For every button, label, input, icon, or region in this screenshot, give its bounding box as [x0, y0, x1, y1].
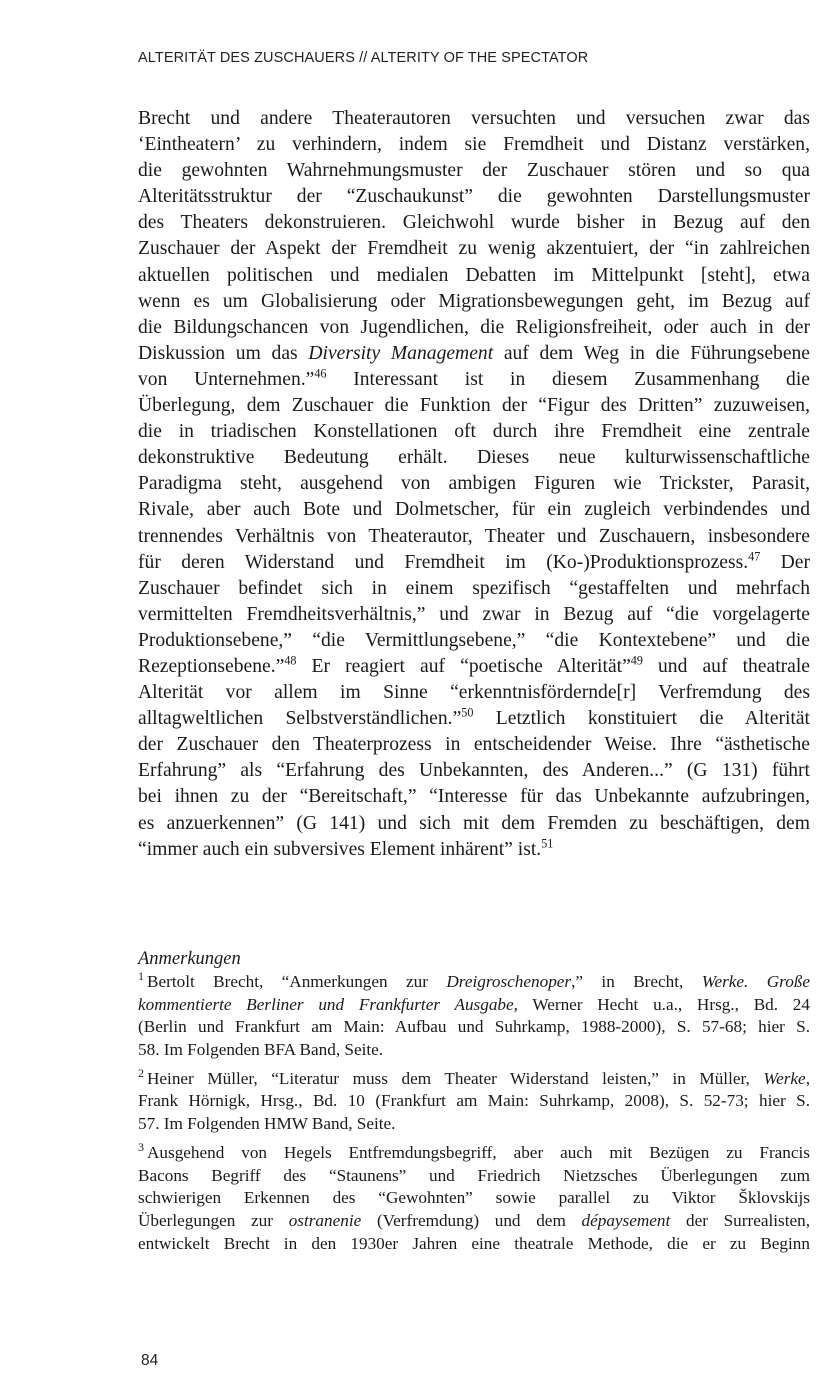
footnote-line: Frank Hörnigk, Hrsg., Bd. 10 (Frankfurt am Main: Suhrkamp, 2008), S. 52-73; hier S.: [138, 1091, 810, 1111]
footnote-2: [138, 1068, 810, 1136]
body-line: Alteritätsstruktur der “Zuschaukunst” die gewohnten Darstellungsmuster: [138, 186, 810, 208]
footnote-ref: 50: [461, 705, 474, 720]
notes-heading: Anmerkungen: [138, 949, 241, 969]
body-line: Diskussion um das Diversity Management auf dem Weg in die Führungsebene: [138, 342, 811, 364]
footnote-line: 57. Im Folgenden HMW Band, Seite.: [138, 1114, 396, 1134]
body-line: trennendes Verhältnis von Theaterautor, Theater und Zuschauern, insbesondere: [138, 525, 810, 547]
body-line: dekonstruktive Bedeutung erhält. Dieses neue kulturwissenschaftliche: [138, 447, 810, 469]
footnote-number: 3: [138, 1140, 145, 1155]
footnote-line: entwickelt Brecht in den 1930er Jahren eine theatrale Methode, die er zu Beginn: [138, 1233, 810, 1253]
body-line: alltagweltlichen Selbstverständlichen.”$^{50}$ Letztlich konstituiert die Alterität: [138, 705, 811, 730]
italic-term: Diversity Management: [308, 342, 494, 364]
footnote-line: $^2$ Heiner Müller, “Literatur muss dem Theater Widerstand leisten,” in Müller, Werke,: [138, 1066, 810, 1088]
body-line: Produktionsebene,” “die Vermittlungsebene,” “die Kontextebene” und die: [138, 629, 810, 651]
running-head: ALTERITÄT DES ZUSCHAUERS // ALTERITY OF THE SPECTATOR: [138, 50, 589, 66]
body-line: Erfahrung” als “Erfahrung des Unbekannten, des Anderen...” (G 131) führt: [138, 760, 810, 782]
body-line: Zuschauer der Aspekt der Fremdheit zu wenig akzentuiert, der “in zahlreichen: [138, 238, 810, 260]
body-line: von Unternehmen.”$^{46}$ Interessant ist in diesem Zusammenhang die: [138, 366, 810, 390]
footnote-ref: 49: [630, 653, 643, 668]
body-line: ‘Eintheatern’ zu verhindern, indem sie Fremdheit und Distanz verstärken,: [138, 134, 810, 156]
body-line: Rivale, aber auch Bote und Dolmetscher, für ein zugleich verbindendes und: [138, 499, 810, 521]
body-line: Rezeptionsebene.”$^{48}$ Er reagiert auf “poetische Alterität”$^{49}$ und auf theatrale: [138, 653, 811, 677]
page-number: 84: [141, 1352, 159, 1369]
footnote-line: schwierigen Erkennen des “Gewohnten” sowie parallel zu Viktor Šklovskijs: [138, 1188, 810, 1208]
body-line: der Zuschauer den Theaterprozess in entscheidender Weise. Ihre “ästhetische: [138, 734, 810, 756]
body-line: Alterität vor allem im Sinne “erkenntnisfördernde[r] Verfremdung des: [138, 682, 810, 704]
body-line: vermittelten Fremdheitsverhältnis,” und zwar in Bezug auf “die vorgelagerte: [138, 603, 810, 625]
footnote-3: [138, 1142, 810, 1255]
body-line: die in triadischen Konstellationen oft durch ihre Fremdheit eine zentrale: [138, 421, 810, 443]
body-line: Zuschauer befindet sich in einem spezifisch “gestaffelten und mehrfach: [138, 577, 810, 599]
footnote-ref: 51: [541, 836, 554, 851]
footnote-line: $^3$ Ausgehend von Hegels Entfremdungsbegriff, aber auch mit Bezügen zu Francis: [138, 1140, 810, 1162]
footnote-number: 2: [138, 1066, 145, 1081]
footnote-1: [138, 971, 810, 1062]
footnote-line: Bacons Begriff des “Staunens” und Friedrich Nietzsches Überlegungen zum: [138, 1165, 810, 1185]
body-line: wenn es um Globalisierung oder Migrationsbewegungen geht, im Bezug auf: [138, 290, 810, 312]
body-line: es anzuerkennen” (G 141) und sich mit dem Fremden zu beschäftigen, dem: [138, 812, 810, 834]
footnote-number: 1: [138, 969, 145, 984]
body-line: Überlegung, dem Zuschauer die Funktion der “Figur des Dritten” zuzuweisen,: [138, 395, 810, 417]
footnote-line: (Berlin und Frankfurt am Main: Aufbau und Suhrkamp, 1988-2000), S. 57-68; hier S.: [138, 1017, 810, 1037]
footnote-line: $^1$ Bertolt Brecht, “Anmerkungen zur Dreigroschenoper,” in Brecht, Werke. Große: [138, 969, 811, 991]
footnote-line: kommentierte Berliner und Frankfurter Ausgabe, Werner Hecht u.a., Hrsg., Bd. 24: [138, 994, 810, 1014]
footnote-line: 58. Im Folgenden BFA Band, Seite.: [138, 1040, 384, 1060]
footnote-ref: 48: [284, 653, 297, 668]
body-line: Paradigma steht, ausgehend von ambigen Figuren wie Trickster, Parasit,: [138, 473, 810, 495]
body-line: Brecht und andere Theaterautoren versuchten und versuchen zwar das: [138, 108, 810, 129]
body-line: die Bildungschancen von Jugendlichen, die Religionsfreiheit, oder auch in der: [138, 316, 810, 338]
body-line: die gewohnten Wahrnehmungsmuster der Zuschauer stören und so qua: [138, 160, 810, 182]
body-line: aktuellen politischen und medialen Debatten im Mittelpunkt [steht], etwa: [138, 264, 810, 286]
body-line: für deren Widerstand und Fremdheit im (Ko-)Produktionsprozess.$^{47}$ Der: [138, 549, 810, 573]
body-line: “immer auch ein subversives Element inhärent” ist.$^{51}$: [138, 836, 554, 860]
notes-section: [138, 948, 810, 1261]
body-line: bei ihnen zu der “Bereitschaft,” “Interesse für das Unbekannte aufzubringen,: [138, 786, 810, 808]
main-text: [138, 106, 810, 863]
footnote-ref: 46: [314, 366, 327, 381]
footnote-line: Überlegungen zur ostranenie (Verfremdung) und dem dépaysement der Surrealisten,: [138, 1210, 810, 1230]
footnote-ref: 47: [748, 549, 761, 564]
body-line: des Theaters dekonstruieren. Gleichwohl wurde bisher in Bezug auf den: [138, 212, 810, 234]
